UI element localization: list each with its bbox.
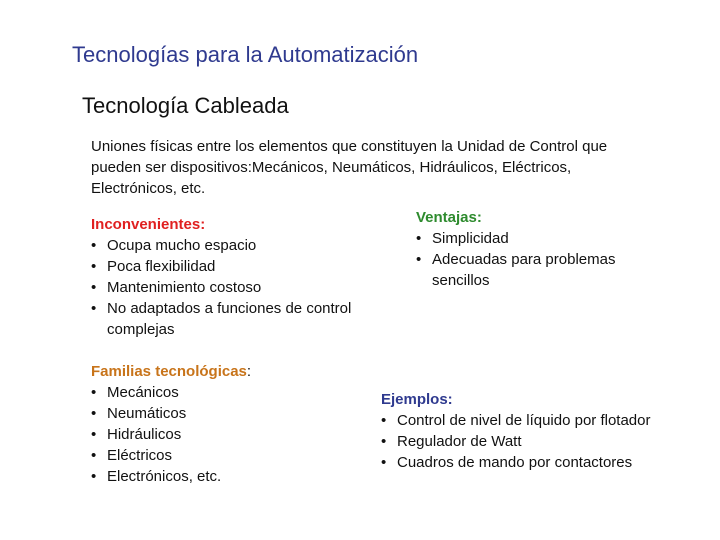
list-item: • Ocupa mucho espacio: [91, 235, 381, 256]
list-item: • Regulador de Watt: [381, 431, 711, 452]
list-item: • Eléctricos: [91, 445, 351, 466]
list-item: • Electrónicos, etc.: [91, 466, 351, 487]
section-subtitle: Tecnología Cableada: [82, 93, 289, 118]
list-item: • Hidráulicos: [91, 424, 351, 445]
list-item: • Cuadros de mando por contactores: [381, 452, 711, 473]
ventajas-block: [416, 207, 656, 291]
list-item: • Simplicidad: [416, 228, 656, 249]
ventajas-heading: Ventajas:: [416, 209, 482, 226]
inconvenientes-block: [91, 214, 381, 340]
ejemplos-heading: Ejemplos:: [381, 391, 453, 408]
familias-block: [91, 361, 351, 487]
ejemplos-list: [381, 410, 711, 473]
list-item: • Adecuadas para problemas sencillos: [416, 249, 656, 291]
intro-paragraph: Uniones físicas entre los elementos que constituyen la Unidad de Control que pueden ser dispositivos:Mecánicos, Neumáticos, Hidráulicos, Eléctricos, Electrónicos, etc.: [91, 138, 608, 197]
slide-title: Tecnologías para la Automatización: [72, 42, 419, 67]
list-item: • Mantenimiento costoso: [91, 277, 381, 298]
list-item: • Control de nivel de líquido por flotador: [381, 410, 711, 431]
list-item: • Mecánicos: [91, 382, 351, 403]
familias-heading-colon: :: [246, 363, 252, 380]
list-item: • Poca flexibilidad: [91, 256, 381, 277]
list-item: • Neumáticos: [91, 403, 351, 424]
ejemplos-block: [381, 389, 711, 473]
inconvenientes-heading: Inconvenientes:: [91, 216, 206, 233]
list-item: • No adaptados a funciones de control complejas: [91, 298, 381, 340]
familias-heading: [91, 361, 351, 382]
familias-list: [91, 382, 351, 487]
ventajas-list: [416, 228, 656, 291]
inconvenientes-list: [91, 235, 381, 340]
familias-heading-text: Familias tecnológicas: [91, 363, 247, 380]
